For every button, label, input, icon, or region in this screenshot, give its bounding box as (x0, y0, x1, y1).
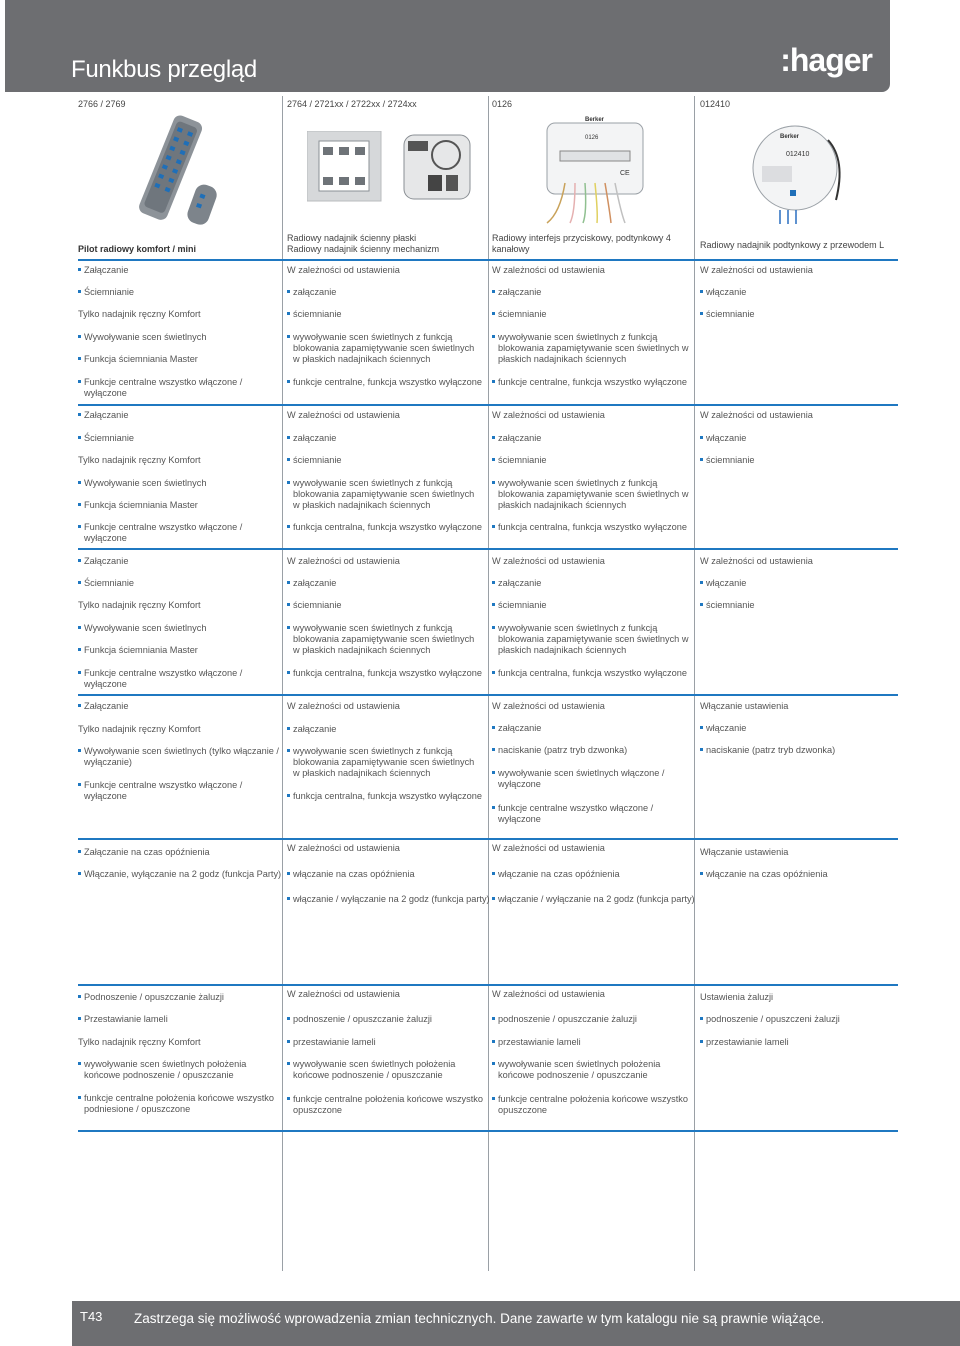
cell-text: Załączanie (78, 701, 279, 712)
cell-text: Wywoływanie scen świetlnych (tylko włączanie / wyłączanie) (78, 746, 284, 768)
cell-text: Funkcja ściemniania Master (78, 645, 279, 656)
cell-text: W zależności od ustawienia (287, 410, 400, 420)
cell-text: Przestawianie lameli (78, 1014, 279, 1025)
cell-text: funkcje centralne położenia końcowe wszystko podniesione / opuszczone (78, 1093, 284, 1115)
cell-text: ściemnianie (700, 600, 901, 611)
product-title-2: Radiowy interfejs przyciskowy, podtynkowy 4 kanałowy (492, 233, 671, 254)
cell-text: Załączanie (78, 556, 279, 567)
cell-text: Tylko nadajnik ręczny Komfort (78, 1037, 201, 1047)
cell-text: ściemnianie (287, 455, 488, 466)
product-title-3: Radiowy nadajnik podtynkowy z przewodem L (700, 240, 885, 250)
pushbutton-interface-image (540, 113, 650, 228)
cell-text: ściemnianie (287, 600, 488, 611)
cell-text: Załączanie na czas opóźnienia (78, 847, 279, 858)
cell-text: wywoływanie scen świetlnych położenia końcowe podnoszenie / opuszczanie (78, 1059, 269, 1081)
device-code-label: 012410 (786, 151, 810, 158)
flush-mechanism-image (402, 131, 474, 203)
cell-text: włączanie (700, 287, 901, 298)
cell-text: Funkcje centralne wszystko włączone / wyłączone (78, 668, 269, 690)
cell-text: Wywoływanie scen świetlnych (78, 332, 279, 343)
page-header (5, 0, 890, 92)
cell-text: W zależności od ustawienia (492, 989, 605, 999)
cell-text: W zależności od ustawienia (700, 556, 813, 566)
cell-text: wywoływanie scen świetlnych z funkcją blokowania zapamiętywanie scen świetlnych w płaskich nadajnikach ściennych (287, 332, 483, 365)
cell-text: ściemnianie (700, 309, 901, 320)
cell-text: wywoływanie scen świetlnych z funkcją blokowania zapamiętywanie scen świetlnych w płaskich nadajnikach ściennych (287, 746, 483, 779)
cell-text: Podnoszenie / opuszczanie żaluzji (78, 992, 279, 1003)
cell-text: załączanie (492, 578, 693, 589)
cell-text: naciskanie (patrz tryb dzwonka) (700, 745, 901, 756)
cell-text: W zależności od ustawienia (287, 701, 400, 711)
cell-text: włączanie (700, 433, 901, 444)
cell-text: W zależności od ustawienia (492, 556, 605, 566)
cell-text: podnoszenie / opuszczanie żaluzji (287, 1014, 488, 1025)
cell-text: włączanie / wyłączanie na 2 godz (funkcja party) (492, 894, 703, 905)
page-number: T43 (80, 1309, 103, 1324)
cell-text: Włączanie, wyłączanie na 2 godz (funkcja Party) (78, 869, 286, 880)
cell-text: funkcja centralna, funkcja wszystko wyłączone (287, 791, 491, 802)
row-rule (78, 259, 898, 261)
cell-text: Ściemnianie (78, 433, 279, 444)
row-rule (78, 694, 898, 696)
ce-mark: CE (620, 170, 630, 177)
cell-text: załączanie (287, 724, 488, 735)
cell-text: wywoływanie scen świetlnych z funkcją blokowania zapamiętywanie scen świetlnych w płaskich nadajnikach ściennych (492, 332, 693, 365)
cell-text: wywoływanie scen świetlnych z funkcją blokowania zapamiętywanie scen świetlnych w płaskich nadajnikach ściennych (287, 478, 483, 511)
berker-label: Berker (585, 117, 605, 123)
cell-text: W zależności od ustawienia (287, 265, 400, 275)
cell-text: wywoływanie scen świetlnych z funkcją blokowania zapamiętywanie scen świetlnych w płaskich nadajnikach ściennych (492, 623, 693, 656)
flush-transmitter-l-image (750, 118, 850, 228)
cell-text: funkcja centralna, funkcja wszystko wyłączone (492, 522, 698, 533)
cell-text: podnoszenie / opuszczanie żaluzji (492, 1014, 693, 1025)
cell-text: włączanie (700, 723, 901, 734)
cell-text: ściemnianie (287, 309, 488, 320)
cell-text: Funkcje centralne wszystko włączone / wyłączone (78, 780, 269, 802)
cell-text: funkcja centralna, funkcja wszystko wyłączone (287, 668, 491, 679)
cell-text: Funkcje centralne wszystko włączone / wyłączone (78, 377, 269, 399)
row-rule (78, 984, 898, 986)
cell-text: funkcje centralne położenia końcowe wszystko opuszczone (492, 1094, 698, 1116)
column-code-0: 2766 / 2769 (78, 99, 126, 109)
row-rule (78, 838, 898, 840)
cell-text: W zależności od ustawienia (492, 701, 605, 711)
cell-text: Funkcja ściemniania Master (78, 500, 279, 511)
product-title-1: Radiowy nadajnik ścienny płaski Radiowy nadajnik ścienny mechanizm (287, 233, 440, 254)
column-code-3: 012410 (700, 99, 731, 109)
cell-text: W zależności od ustawienia (492, 410, 605, 420)
cell-text: Załączanie (78, 410, 279, 421)
cell-text: Włączanie ustawienia (700, 847, 789, 857)
cell-text: wywoływanie scen świetlnych z funkcją blokowania zapamiętywanie scen świetlnych w płaskich nadajnikach ściennych (287, 623, 483, 656)
cell-text: ściemnianie (492, 600, 693, 611)
cell-text: naciskanie (patrz tryb dzwonka) (492, 745, 693, 756)
cell-text: Ściemnianie (78, 578, 279, 589)
cell-text: W zależności od ustawienia (287, 843, 400, 853)
cell-text: funkcje centralne, funkcja wszystko wyłączone (287, 377, 491, 388)
column-code-1: 2764 / 2721xx / 2722xx / 2724xx (287, 99, 417, 109)
cell-text: Funkcje centralne wszystko włączone / wyłączone (78, 522, 269, 544)
cell-text: Tylko nadajnik ręczny Komfort (78, 455, 201, 465)
cell-text: włączanie (700, 578, 901, 589)
cell-text: wywoływanie scen świetlnych położenia końcowe podnoszenie / opuszczanie (287, 1059, 478, 1081)
cell-text: wywoływanie scen świetlnych włączone / wyłączone (492, 768, 683, 790)
hager-logo: :hager (780, 42, 872, 78)
cell-text: W zależności od ustawienia (492, 265, 605, 275)
cell-text: załączanie (287, 287, 488, 298)
remote-control-image (125, 115, 225, 230)
cell-text: Funkcja ściemniania Master (78, 354, 279, 365)
cell-text: Włączanie ustawienia (700, 701, 789, 711)
cell-text: włączanie na czas opóźnienia (492, 869, 693, 880)
cell-text: załączanie (287, 433, 488, 444)
cell-text: Tylko nadajnik ręczny Komfort (78, 724, 201, 734)
cell-text: funkcje centralne wszystko włączone / wyłączone (492, 803, 673, 825)
cell-text: Tylko nadajnik ręczny Komfort (78, 600, 201, 610)
row-rule (78, 1130, 898, 1132)
berker-label: Berker (780, 134, 800, 140)
cell-text: W zależności od ustawienia (700, 265, 813, 275)
cell-text: załączanie (492, 433, 693, 444)
cell-text: Ustawienia żaluzji (700, 992, 774, 1002)
cell-text: wywoływanie scen świetlnych położenia końcowe podnoszenie / opuszczanie (492, 1059, 683, 1081)
device-code-label: 0126 (585, 135, 599, 141)
cell-text: przestawianie lameli (700, 1037, 901, 1048)
cell-text: W zależności od ustawienia (287, 556, 400, 566)
cell-text: Załączanie (78, 265, 279, 276)
cell-text: W zależności od ustawienia (287, 989, 400, 999)
page-title: Funkbus przegląd (71, 56, 257, 83)
cell-text: włączanie na czas opóźnienia (287, 869, 488, 880)
cell-text: przestawianie lameli (287, 1037, 488, 1048)
cell-text: przestawianie lameli (492, 1037, 693, 1048)
wall-transmitter-image (307, 131, 382, 203)
page-footer (72, 1301, 960, 1346)
cell-text: włączanie na czas opóźnienia (700, 869, 901, 880)
cell-text: funkcja centralna, funkcja wszystko wyłączone (492, 668, 698, 679)
cell-text: ściemnianie (492, 455, 693, 466)
row-rule (78, 404, 898, 406)
disclaimer-text: Zastrzega się możliwość wprowadzenia zmian technicznych. Dane zawarte w tym katalogu nie są prawnie wiążące. (134, 1311, 825, 1326)
column-code-2: 0126 (492, 99, 513, 109)
cell-text: załączanie (492, 287, 693, 298)
cell-text: funkcje centralne położenia końcowe wszystko opuszczone (287, 1094, 493, 1116)
cell-text: załączanie (287, 578, 488, 589)
cell-text: Tylko nadajnik ręczny Komfort (78, 309, 201, 319)
cell-text: funkcja centralna, funkcja wszystko wyłączone (287, 522, 491, 533)
cell-text: wywoływanie scen świetlnych z funkcją blokowania zapamiętywanie scen świetlnych w płaskich nadajnikach ściennych (492, 478, 693, 511)
cell-text: włączanie / wyłączanie na 2 godz (funkcja party) (287, 894, 495, 905)
cell-text: załączanie (492, 723, 693, 734)
cell-text: Wywoływanie scen świetlnych (78, 478, 279, 489)
cell-text: ściemnianie (700, 455, 901, 466)
cell-text: W zależności od ustawienia (700, 410, 813, 420)
row-rule (78, 548, 898, 550)
cell-text: funkcje centralne, funkcja wszystko wyłączone (492, 377, 698, 388)
cell-text: Ściemnianie (78, 287, 279, 298)
cell-text: Wywoływanie scen świetlnych (78, 623, 279, 634)
cell-text: W zależności od ustawienia (492, 843, 605, 853)
cell-text: ściemnianie (492, 309, 693, 320)
cell-text: podnoszenie / opuszczeni żaluzji (700, 1014, 901, 1025)
product-title-0: Pilot radiowy komfort / mini (78, 244, 197, 254)
